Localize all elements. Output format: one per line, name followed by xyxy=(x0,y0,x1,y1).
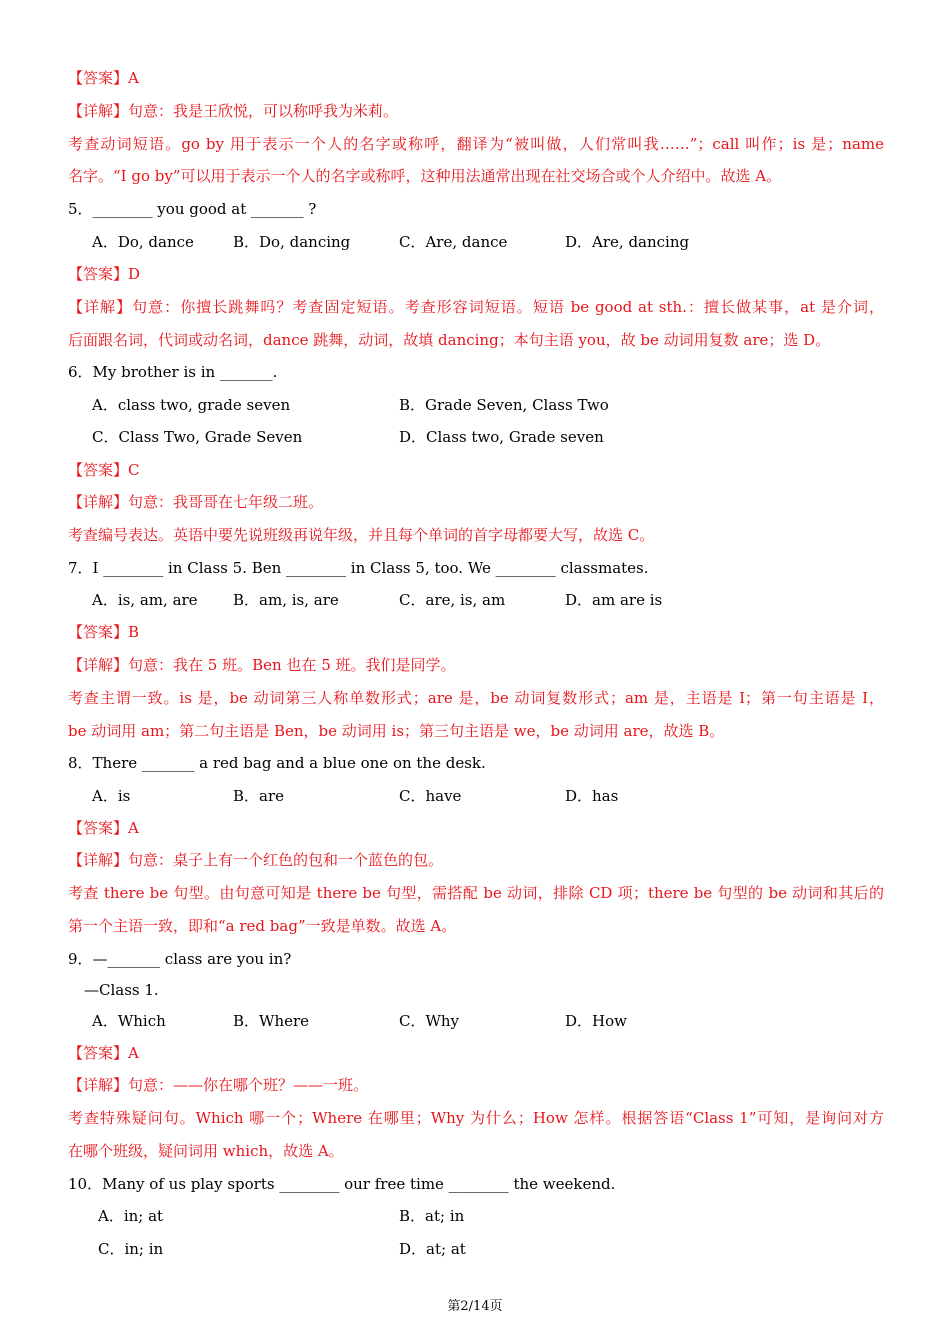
page-number: 第2/14页 xyxy=(447,1299,503,1314)
q8-answer-line xyxy=(68,818,884,838)
q6-answer-line xyxy=(68,460,884,480)
q10-option-a: A．in; at xyxy=(98,1207,164,1225)
q5-explain-line-1 xyxy=(68,297,884,317)
q5-option-a: A．Do, dance xyxy=(92,233,194,251)
q10-option-c: C．in; in xyxy=(98,1240,164,1258)
q7-detail-line-1: 考查主谓一致。is 是，be 动词第三人称单数形式；are 是，be 动词复数形式；am 是，主语是 I；第一句主语是 I， xyxy=(68,689,884,707)
explain-tag: 【详解】 xyxy=(68,102,129,120)
q6-detail-line: 考查编号表达。英语中要先说班级再说年级，并且每个单词的首字母都要大写，故选 C。 xyxy=(68,526,655,544)
q5-explain-line-2: 后面跟名词，代词或动名词，dance 跳舞，动词，故填 dancing；本句主语 you，故 be 动词用复数 are；选 D。 xyxy=(68,331,831,349)
answer-value: A xyxy=(128,819,139,837)
explain-tag: 【详解】 xyxy=(68,851,129,869)
q9-option-b: B．Where xyxy=(233,1012,310,1030)
explain-text: 句意：我哥哥在七年级二班。 xyxy=(128,493,324,511)
q9-option-d: D．How xyxy=(565,1012,627,1030)
answer-tag: 【答案】 xyxy=(68,623,129,641)
q10-stem: 10．Many of us play sports ________ our free time ________ the weekend. xyxy=(68,1175,616,1193)
q9-explain-line xyxy=(68,1075,884,1095)
q7-detail-line-2: be 动词用 am；第二句主语是 Ben，be 动词用 is；第三句主语是 we，be 动词用 are，故选 B。 xyxy=(68,722,725,740)
q6-stem: 6．My brother is in _______. xyxy=(68,363,278,381)
answer-tag: 【答案】 xyxy=(68,1044,129,1062)
answer-tag: 【答案】 xyxy=(68,461,129,479)
q4-answer-line xyxy=(68,68,884,88)
q5-option-b: B．Do, dancing xyxy=(233,233,351,251)
explain-tag: 【详解】 xyxy=(68,298,133,316)
q6-option-c: C．Class Two, Grade Seven xyxy=(92,428,303,446)
q8-option-a: A．is xyxy=(92,787,131,805)
q5-answer-line xyxy=(68,264,884,284)
answer-tag: 【答案】 xyxy=(68,265,129,283)
answer-value: A xyxy=(128,69,139,87)
q7-option-b: B．am, is, are xyxy=(233,591,339,609)
q4-detail-line-2: 名字。“I go by”可以用于表示一个人的名字或称呼，这种用法通常出现在社交场合或个人介绍中。故选 A。 xyxy=(68,167,782,185)
q6-option-d: D．Class two, Grade seven xyxy=(399,428,604,446)
q6-option-a: A．class two, grade seven xyxy=(92,396,291,414)
q5-option-d: D．Are, dancing xyxy=(565,233,690,251)
explain-text: 句意：我在 5 班。Ben 也在 5 班。我们是同学。 xyxy=(128,656,456,674)
q8-detail-line-1: 考查 there be 句型。由句意可知是 there be 句型，需搭配 be 动词，排除 CD 项；there be 句型的 be 动词和其后的 xyxy=(68,884,884,902)
q8-option-b: B．are xyxy=(233,787,285,805)
q10-option-d: D．at; at xyxy=(399,1240,466,1258)
q7-option-a: A．is, am, are xyxy=(92,591,198,609)
q8-option-d: D．has xyxy=(565,787,619,805)
q7-option-c: C．are, is, am xyxy=(399,591,506,609)
q9-detail-line-2: 在哪个班级，疑问词用 which，故选 A。 xyxy=(68,1142,344,1160)
answer-value: C xyxy=(128,461,140,479)
q7-explain-line xyxy=(68,655,884,675)
explain-text: 句意：——你在哪个班？——一班。 xyxy=(128,1076,369,1094)
q8-detail-line-2: 第一个主语一致，即和“a red bag”一致是单数。故选 A。 xyxy=(68,917,457,935)
answer-tag: 【答案】 xyxy=(68,69,129,87)
q8-stem: 8．There _______ a red bag and a blue one on the desk. xyxy=(68,754,486,772)
q8-option-c: C．have xyxy=(399,787,462,805)
explain-text: 句意：你擅长跳舞吗？考查固定短语。考查形容词短语。短语 be good at sth.：擅长做某事，at 是介词， xyxy=(132,298,884,316)
explain-text: 句意：我是王欣悦，可以称呼我为米莉。 xyxy=(128,102,399,120)
q7-answer-line xyxy=(68,622,884,642)
q4-explain-line xyxy=(68,101,884,121)
q7-stem: 7．I ________ in Class 5. Ben ________ in Class 5, too. We ________ classmates. xyxy=(68,559,649,577)
q8-explain-line xyxy=(68,850,884,870)
explain-text: 句意：桌子上有一个红色的包和一个蓝色的包。 xyxy=(128,851,444,869)
answer-tag: 【答案】 xyxy=(68,819,129,837)
answer-value: B xyxy=(128,623,140,641)
q7-option-d: D．am are is xyxy=(565,591,663,609)
q5-option-c: C．Are, dance xyxy=(399,233,508,251)
answer-value: A xyxy=(128,1044,139,1062)
explain-tag: 【详解】 xyxy=(68,1076,129,1094)
q9-option-a: A．Which xyxy=(92,1012,166,1030)
explain-tag: 【详解】 xyxy=(68,656,129,674)
q9-option-c: C．Why xyxy=(399,1012,460,1030)
explain-tag: 【详解】 xyxy=(68,493,129,511)
answer-value: D xyxy=(128,265,141,283)
q9-detail-line-1: 考查特殊疑问句。Which 哪一个；Where 在哪里；Why 为什么；How 怎样。根据答语“Class 1”可知，是询问对方 xyxy=(68,1109,884,1127)
q6-option-b: B．Grade Seven, Class Two xyxy=(399,396,609,414)
q9-answer-line xyxy=(68,1043,884,1063)
q5-stem: 5．________ you good at _______ ? xyxy=(68,200,317,218)
q6-explain-line xyxy=(68,492,884,512)
q4-detail-line-1: 考查动词短语。go by 用于表示一个人的名字或称呼，翻译为“被叫做，人们常叫我……”；call 叫作；is 是；name xyxy=(68,135,884,153)
q9-stem: 9．—_______ class are you in? xyxy=(68,950,292,968)
q9-stem-reply: —Class 1. xyxy=(84,981,159,999)
q10-option-b: B．at; in xyxy=(399,1207,465,1225)
